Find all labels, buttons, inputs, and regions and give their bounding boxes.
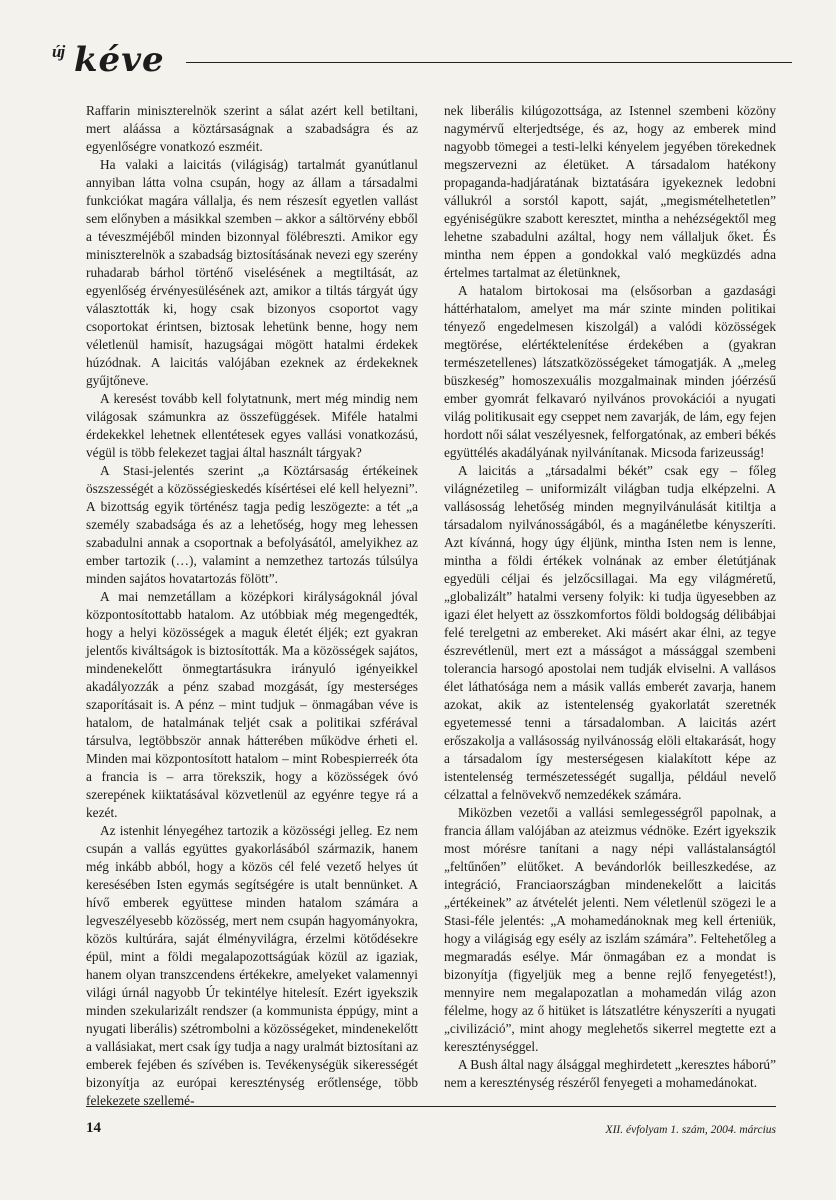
paragraph: Ha valaki a laicitás (világiság) tartalmát gyanútlanul annyiban látta volna csupán, hogy az állam a társadalmi funkciókat magára vállalja, és nem részesít egyetlen vallást sem előnyben a másikkal szemben – akkor a sáltörvény ebből a téveszméjéből minden bizonnyal fölébreszti. Amikor egy miniszterelnök a szabadság biztosításának nevezi egy szerény ruhadarab bárhol történő viselésének a megtiltását, az egyenlőség érvényesülésének azt, amikor a tiltás tárgyát úgy választották ki, hogy csak bizonyos csoportot vagy csoportokat érintsen, biztosak lehetünk benne, hogy nem véletlenül hamisít, hazugságai mögött hatalmi érdekek húzódnak. A laicitás valójában ezeknek az érdekeknek gyűjtőneve. bbox=[86, 157, 418, 388]
paragraph: Raffarin miniszterelnök szerint a sálat azért kell betiltani, mert aláássa a köztársaságnak a szabadságra és az egyenlőségre vonatkozó eszméit. bbox=[86, 103, 418, 154]
masthead-rule bbox=[186, 62, 792, 63]
footer-rule bbox=[86, 1106, 776, 1107]
paragraph: A keresést tovább kell folytatnunk, mert még mindig nem világosak számunkra az összefüggések. Miféle hatalmi érdekekkel lehetnek ellentétesek egyes vallási vonatkozású, végül is több felekezet tagjai által használt tárgyak? bbox=[86, 391, 418, 460]
paragraph: A Bush által nagy álsággal meghirdetett „keresztes háború” nem a kereszténység részéről fenyegeti a mohamedánokat. bbox=[444, 1057, 776, 1090]
masthead bbox=[52, 40, 792, 80]
issue-info: XII. évfolyam 1. szám, 2004. március bbox=[605, 1124, 776, 1136]
page-number: 14 bbox=[86, 1120, 101, 1136]
masthead-prefix: új bbox=[52, 42, 65, 61]
right-column bbox=[444, 102, 776, 1092]
paragraph: A laicitás a „társadalmi békét” csak egy – főleg világnézetileg – uniformizált világban tudja elképzelni. A vallásosság lehetőség minden megnyilvánulását kitiltja a társadalom nyilvánosságából, és a magánéletbe kényszeríti. Azt kívánná, hogy úgy éljünk, mintha Isten nem is lenne, mintha a földi értékek volnának az ember életútjának egyedüli céljai és jelzőcsillagai. Ma egy világméretű, „globalizált” hatalmi verseny folyik: ki tudja ügyesebben az igazi élet helyett az összkomfortos földi boldogság délibábjai felé terelgetni az embereket. Aki másért akar élni, az tegye észrevétlenül, mert ezt a másságot a mássággal szembeni tolerancia harsogó apostolai nem tudják elviselni. A vallásos élet láthatósága nem a másik vallás emberét zavarja, hanem azokat, akik az istentelenség gyakorlatát szeretnék egyetemessé tenni a társadalomban. A laicitás azért erőszakolja a vallásosság nyilvánosság elöli eltakarását, hogy a társadalom így mesterségesen kialakított képe az istentelenség természetességét sugallja, például nevelő célzattal a felnövekvő nemzedékek számára. bbox=[444, 463, 776, 802]
masthead-title: kéve bbox=[74, 40, 165, 80]
paragraph: A hatalom birtokosai ma (elsősorban a gazdasági háttérhatalom, amelyet ma már szinte minden politikai tényező engedelmesen kiszolgál) a valódi közösségek megtörése, elértéktelenítése érdekében a (gyakran természetellenes) látszatközösségeket támogatják. A „meleg büszkeség” homoszexuális mozgalmainak minden jóérzésű ember gyomrát felkavaró nyilvános provokációi a nyugati világ politikusait egy cseppet nem zavarják, de lám, egy fejen hordott női sálat veszélyesnek, felforgatónak, az emberi békés együttélés akadályának nyilvánítanak. Micsoda farizeusság! bbox=[444, 283, 776, 460]
paragraph: Az istenhit lényegéhez tartozik a közösségi jelleg. Ez nem csupán a vallás együttes gyakorlásából származik, hanem még inkább abból, hogy a közös cél felé vezető helyes út keresésében Isten egymás segítségére is utalt bennünket. A hívő emberek együttese minden hatalom számára a legveszélyesebb közösség, mert nem csupán hagyományokra, közös kultúrára, saját élményvilágra, érzelmi kötődésekre épül, mint a földi megalapozottságúak közül az igaziak, hanem olyan transzcendens értékekre, amelyeket valamennyi világi úrnál nagyobb Úr tekintélye hitelesít. Ezért igyekszik minden szekularizált rendszer (a kommunista éppúgy, mint a nyugati liberális) szétrombolni a közösségeket, mindenekelőtt a vallásiakat, mert csak így tudja a nagy uralmát biztosítani az emberek fejében és szívében is. Tevékenységük sikerességét bizonyítja az európai kereszténység erőtlensége, több felekezete szellemé- bbox=[86, 823, 418, 1108]
paragraph: nek liberális kilúgozottsága, az Istennel szembeni közöny nagymérvű elterjedtsége, és az, hogy az emberek mind nagyobb tömegei a testi-lelki kényelem jegyében törekednek megszervezni az életüket. A társadalom hatékony propaganda-hadjáratának biztatására igyekeznek ledobni vállukról a sorstól kapott, saját, „megismételhetetlen” egyéniségükre szabott keresztet, mintha a nehézségektől meg lehetne szabadulni azáltal, hogy nem vállaljuk őket. És mintha nem éppen a gondokkal való megküzdés adna értelmes tartalmat az életünknek, bbox=[444, 103, 776, 280]
left-column bbox=[86, 102, 418, 1110]
paragraph: Miközben vezetői a vallási semlegességről papolnak, a francia állam valójában az ateizmus védnöke. Ezért igyekszik most mórésre tanítani a nagy népi vallástalanságtól „feltűnően” elütőket. A bevándorlók beilleszkedése, az integráció, Franciaországban mindenekelőtt a laicitás „értékeinek” az átvételét jelenti. Nem véletlenül szögezi le a Stasi-féle jelentés: „A mohamedánoknak meg kell érteniük, hogy a világiság egy esély az iszlám számára”. Feltehetőleg a megmaradás esélye. Már önmagában ez a mondat is bizonyítja (figyeljük meg a benne rejlő fenyegetést!), mennyire nem megalapozatlan a mohamedán világ azon félelme, hogy az ő hitüket is látszatlétre kényszeríti a nyugati „civilizáció”, mint ahogy meglehetős sikerrel megtette ezt a kereszténységgel. bbox=[444, 805, 776, 1054]
paragraph: A Stasi-jelentés szerint „a Köztársaság értékeinek öszszességét a közösségieskedés kísértései elé kell helyezni”. A bizottság egyik történész tagja pedig leszögezte: a tét „a személy szabadsága és az a lehetőség, hogy meg lehessen szabadulni annak a csoportnak a befolyásától, amelyikhez az ember tartozik (…), valamint a nemzethez tartozás túlsúlya minden sajátos hovatartozás fölött”. bbox=[86, 463, 418, 586]
paragraph: A mai nemzetállam a középkori királyságoknál jóval központosítottabb hatalom. Az utóbbiak még megengedték, hogy a helyi közösségek a maguk életét éljék; ezt gyakran jelentős kiváltságok is biztosították. Ma a közösségek sajátos, mindenekelőtt önmegtartásukra irányuló igényeikkel akadályozzák a pénz szabad mozgását, így mesterséges szaporításait is. A pénz – mint tudjuk – önmagában véve is hatalom, de hatalmának teljét csak a politikai szférával társulva, legtöbbször annak hátterében működve érheti el. Minden mai központosított hatalom – mint Robespierreék óta a francia is – arra törekszik, hogy a közösségek óvó szerepének kiiktatásával közvetlenül az egyénre tegye rá a kezét. bbox=[86, 589, 418, 820]
